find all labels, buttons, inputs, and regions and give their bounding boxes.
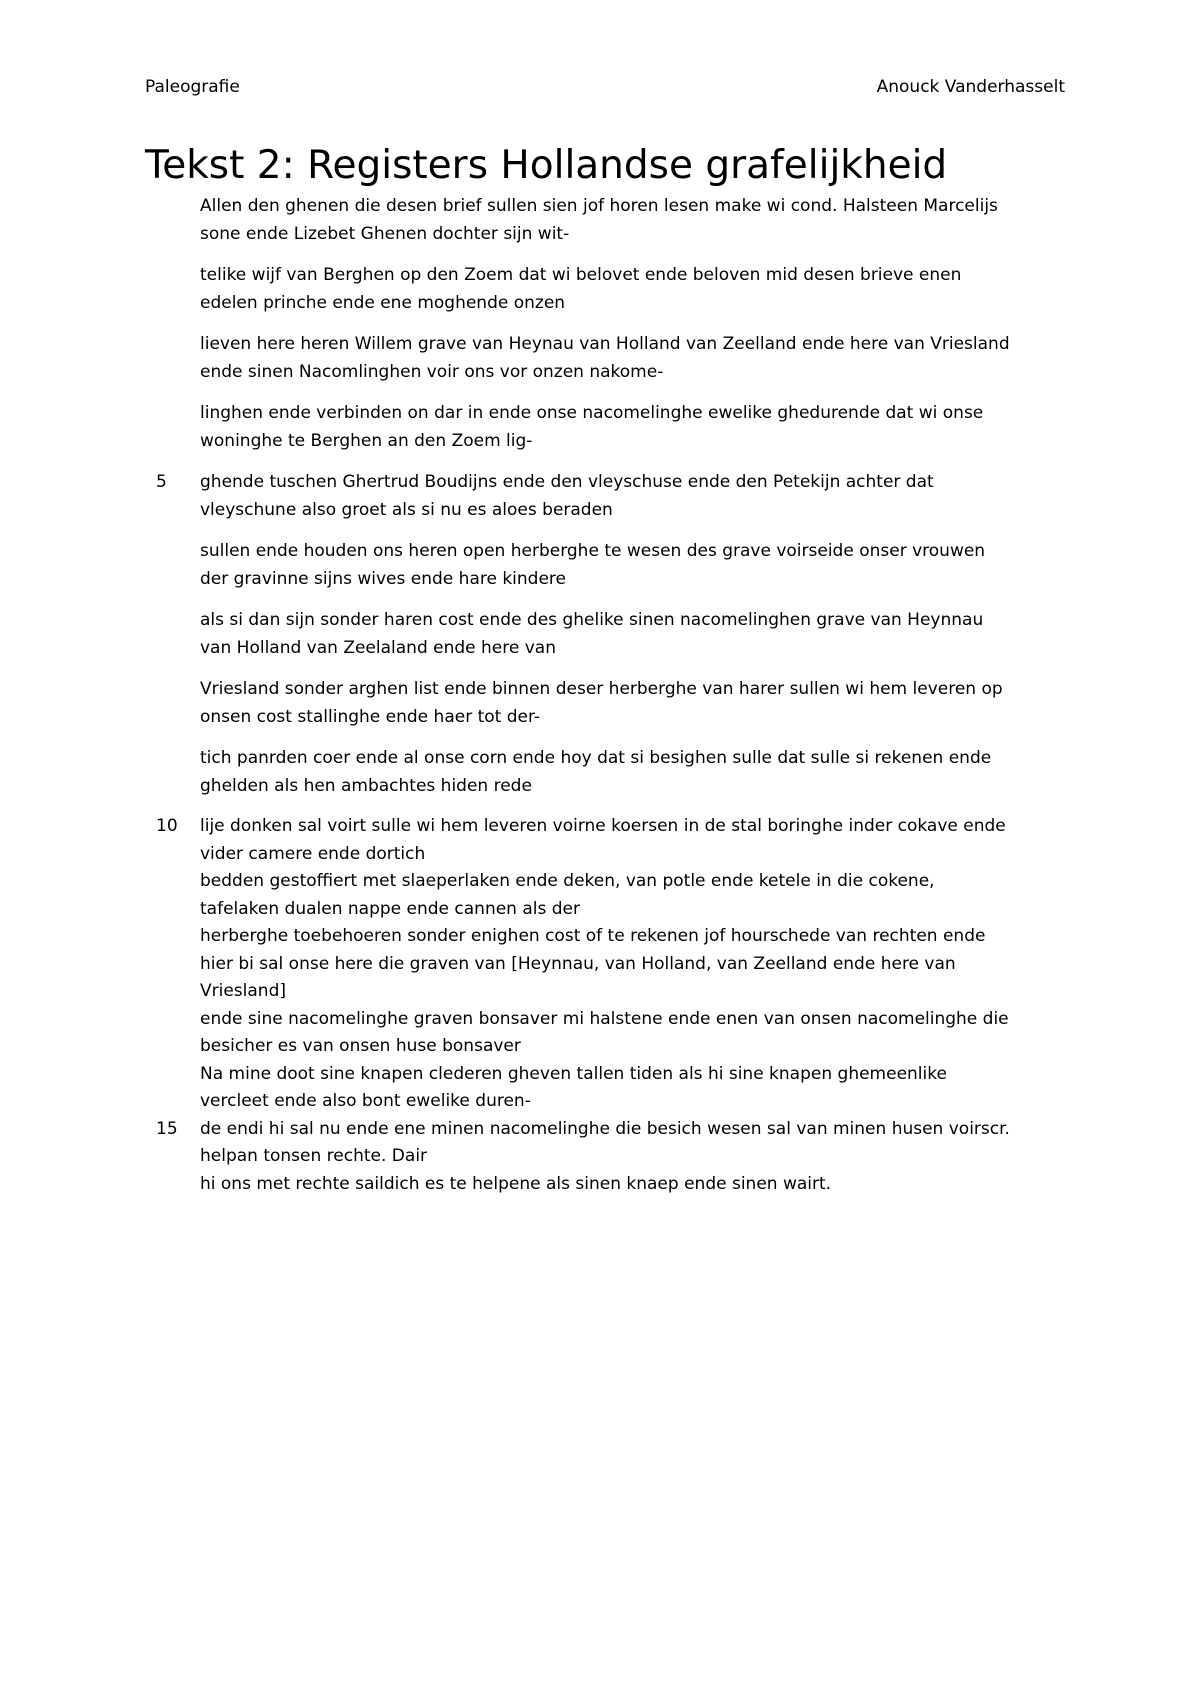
transcription-line: woninghe te Berghen an den Zoem lig-: [200, 431, 533, 451]
transcription-paragraph: [200, 399, 1060, 455]
transcription-line: besicher es van onsen huse bonsaver: [200, 1036, 521, 1056]
transcription-line: Vriesland]: [200, 981, 286, 1001]
transcription-paragraph: [156, 813, 1060, 868]
transcription-line: ende sinen Nacomlinghen voir ons vor onzen nakome-: [200, 362, 664, 382]
transcription-paragraph: [200, 744, 1060, 800]
transcription-line: Allen den ghenen die desen brief sullen sien jof horen lesen make wi cond. Halsteen Marcelijs: [200, 196, 998, 216]
transcription-line: ende sine nacomelinghe graven bonsaver mi halstene ende enen van onsen nacomelinghe die: [200, 1008, 1009, 1029]
transcription-paragraph: [200, 1006, 1060, 1061]
transcription-line: onsen cost stallinghe ende haer tot der-: [200, 707, 541, 727]
transcription-paragraph: [200, 606, 1060, 662]
transcription-line: ghende tuschen Ghertrud Boudijns ende den vleyschuse ende den Petekijn achter dat: [200, 472, 934, 492]
transcription-line: hi ons met rechte saildich es te helpene als sinen knaep ende sinen wairt.: [200, 1173, 832, 1194]
transcription-line: herberghe toebehoeren sonder enighen cost of te rekenen jof hourschede van rechten ende: [200, 926, 986, 946]
transcription-line: der gravinne sijns wives ende hare kindere: [200, 569, 567, 589]
transcription-paragraph: [200, 675, 1060, 731]
header-course-name: Paleografie: [145, 77, 240, 97]
transcription-line: helpan tonsen rechte. Dair: [200, 1146, 428, 1166]
transcription-line: als si dan sijn sonder haren cost ende des ghelike sinen nacomelinghen grave van Heynnau: [200, 610, 984, 630]
transcription-body: [156, 192, 1060, 1198]
transcription-paragraph: [200, 261, 1060, 317]
transcription-line: vider camere ende dortich: [200, 843, 426, 864]
transcription-line: lieven here heren Willem grave van Heynau van Holland van Zeelland ende here van Vriesland: [200, 334, 1010, 354]
line-number: 5: [156, 472, 167, 492]
transcription-line: Vriesland sonder arghen list ende binnen deser herberghe van harer sullen wi hem leveren op: [200, 679, 1003, 699]
transcription-paragraph: [200, 868, 1060, 923]
transcription-paragraph: [200, 1171, 1060, 1199]
transcription-line: ghelden als hen ambachtes hiden rede: [200, 776, 532, 796]
transcription-line: hier bi sal onse here die graven van [Heynnau, van Holland, van Zeelland ende here van: [200, 953, 956, 974]
transcription-paragraph: [156, 1116, 1060, 1171]
transcription-line: vleyschune also groet als si nu es aloes beraden: [200, 500, 613, 520]
transcription-line: tich panrden coer ende al onse corn ende hoy dat si besighen sulle dat sulle si rekenen ende: [200, 748, 992, 768]
transcription-line: bedden gestoffiert met slaeperlaken ende deken, van potle ende ketele in die cokene,: [200, 871, 935, 891]
transcription-paragraph: [200, 537, 1060, 593]
line-number: 15: [156, 1118, 178, 1139]
transcription-line: sullen ende houden ons heren open herberghe te wesen des grave voirseide onser vrouwen: [200, 541, 986, 561]
transcription-line: de endi hi sal nu ende ene minen nacomelinghe die besich wesen sal van minen husen voirscr.: [200, 1118, 1010, 1139]
transcription-line: lije donken sal voirt sulle wi hem leveren voirne koersen in de stal boringhe inder cokave ende: [200, 816, 1006, 836]
transcription-line: van Holland van Zeelaland ende here van: [200, 638, 556, 658]
transcription-line: edelen prinche ende ene moghende onzen: [200, 293, 566, 313]
transcription-line: sone ende Lizebet Ghenen dochter sijn wit-: [200, 224, 570, 244]
transcription-paragraph: [156, 468, 1060, 524]
transcription-line: tafelaken dualen nappe ende cannen als der: [200, 898, 581, 919]
page-title: Tekst 2: Registers Hollandse grafelijkheid: [145, 143, 948, 188]
transcription-paragraph: [200, 330, 1060, 386]
transcription-line: vercleet ende also bont ewelike duren-: [200, 1091, 531, 1111]
transcription-paragraph: [200, 1061, 1060, 1116]
transcription-line: Na mine doot sine knapen clederen gheven tallen tiden als hi sine knapen ghemeenlike: [200, 1063, 947, 1084]
transcription-line: telike wijf van Berghen op den Zoem dat wi belovet ende beloven mid desen brieve enen: [200, 265, 962, 285]
transcription-line: linghen ende verbinden on dar in ende onse nacomelinghe ewelike ghedurende dat wi onse: [200, 403, 984, 423]
line-number: 10: [156, 816, 178, 836]
transcription-paragraph: [200, 923, 1060, 1006]
header-author-name: Anouck Vanderhasselt: [876, 77, 1065, 97]
transcription-paragraph: [200, 192, 1060, 248]
